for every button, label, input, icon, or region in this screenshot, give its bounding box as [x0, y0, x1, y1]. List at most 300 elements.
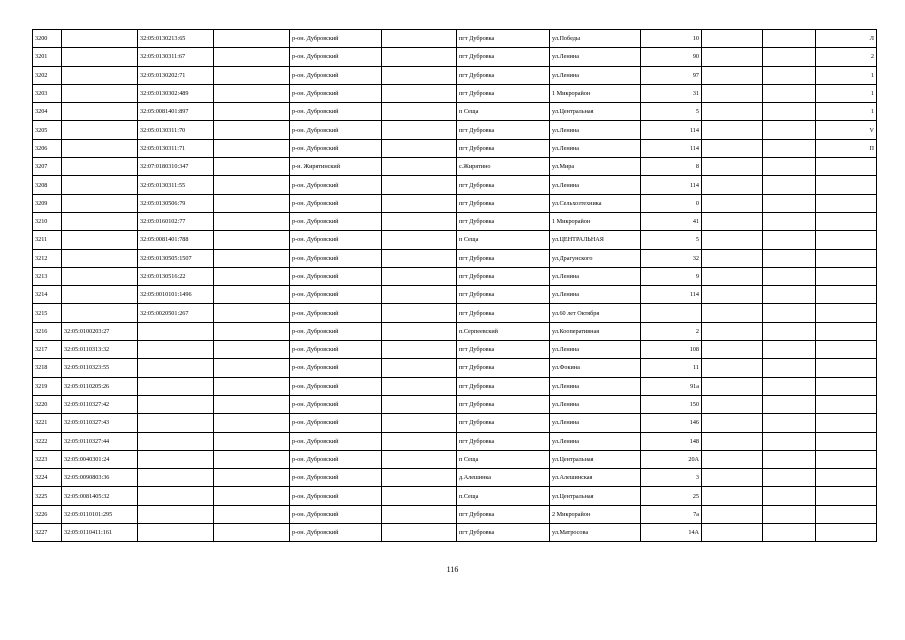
cell-settlement: пгт Дубровка	[457, 139, 550, 157]
cell-row-number: 3201	[33, 48, 62, 66]
cell-blank-col-6	[382, 212, 457, 230]
cell-blank-col-10	[702, 286, 763, 304]
cell-blank-col-4	[214, 231, 290, 249]
cell-blank-col-10	[702, 158, 763, 176]
cell-row-number: 3206	[33, 139, 62, 157]
table-row	[33, 231, 877, 249]
cell-blank-col-4	[214, 139, 290, 157]
table-row	[33, 103, 877, 121]
cell-street: ул.Кооперативная	[550, 322, 641, 340]
cell-row-number: 3214	[33, 286, 62, 304]
cell-blank-col-11	[763, 249, 816, 267]
cell-street: ул.Мира	[550, 158, 641, 176]
cell-row-number: 3227	[33, 524, 62, 542]
cell-cadastral-number-b: 32:05:0081401:788	[138, 231, 214, 249]
cell-house-number: 25	[641, 487, 702, 505]
cell-cadastral-number-a	[62, 304, 138, 322]
cell-district: р-он. Дубровский	[290, 450, 382, 468]
cell-blank-col-11	[763, 432, 816, 450]
cell-extra-col	[816, 304, 877, 322]
cell-blank-col-4	[214, 267, 290, 285]
cell-street: ул.Ленина	[550, 267, 641, 285]
cell-district: р-он. Дубровский	[290, 267, 382, 285]
cell-row-number: 3210	[33, 212, 62, 230]
cell-cadastral-number-b: 32:05:0010101:1496	[138, 286, 214, 304]
cell-blank-col-6	[382, 121, 457, 139]
cell-cadastral-number-a: 32:05:0110101:295	[62, 505, 138, 523]
cell-house-number: 5	[641, 103, 702, 121]
cell-street: 1 Микрорайон	[550, 84, 641, 102]
cell-blank-col-6	[382, 286, 457, 304]
cell-blank-col-6	[382, 395, 457, 413]
cell-settlement: пгт Дубровка	[457, 267, 550, 285]
cell-house-number: 0	[641, 194, 702, 212]
cell-extra-col	[816, 432, 877, 450]
cell-blank-col-11	[763, 359, 816, 377]
cell-blank-col-10	[702, 139, 763, 157]
cell-house-number: 90	[641, 48, 702, 66]
cell-row-number: 3203	[33, 84, 62, 102]
cell-blank-col-4	[214, 48, 290, 66]
cell-district: р-он. Дубровский	[290, 176, 382, 194]
table-row	[33, 267, 877, 285]
cell-cadastral-number-b	[138, 432, 214, 450]
table-row	[33, 249, 877, 267]
cell-cadastral-number-b	[138, 414, 214, 432]
cell-street: ул.Победы	[550, 30, 641, 48]
cell-blank-col-4	[214, 341, 290, 359]
cell-cadastral-number-b: 32:05:0130311:71	[138, 139, 214, 157]
cell-street: ул.Ленина	[550, 341, 641, 359]
cell-extra-col	[816, 469, 877, 487]
cell-settlement: пгт Дубровка	[457, 395, 550, 413]
cell-blank-col-4	[214, 176, 290, 194]
cell-extra-col	[816, 341, 877, 359]
cell-cadastral-number-a	[62, 194, 138, 212]
cell-blank-col-10	[702, 30, 763, 48]
cell-cadastral-number-b: 32:05:0130506:79	[138, 194, 214, 212]
cell-blank-col-10	[702, 176, 763, 194]
cell-extra-col: V	[816, 121, 877, 139]
cell-cadastral-number-b	[138, 487, 214, 505]
cell-blank-col-6	[382, 469, 457, 487]
cell-cadastral-number-a: 32:05:0110411:161	[62, 524, 138, 542]
cell-cadastral-number-b: 32:05:0160102:77	[138, 212, 214, 230]
cell-blank-col-6	[382, 414, 457, 432]
cell-row-number: 3202	[33, 66, 62, 84]
cell-settlement: д.Алешинка	[457, 469, 550, 487]
cell-street: ул.Сельхозтехника	[550, 194, 641, 212]
cell-street: ул.Матросова	[550, 524, 641, 542]
cell-street: ул.Ленина	[550, 176, 641, 194]
registry-table-body	[33, 30, 877, 542]
table-row	[33, 121, 877, 139]
cell-house-number: 31	[641, 84, 702, 102]
cell-settlement: пгт Дубровка	[457, 505, 550, 523]
cell-cadastral-number-a	[62, 139, 138, 157]
cell-cadastral-number-a	[62, 103, 138, 121]
cell-house-number: 32	[641, 249, 702, 267]
cell-district: р-он. Дубровский	[290, 194, 382, 212]
cell-house-number: 91а	[641, 377, 702, 395]
cell-settlement: пгт Дубровка	[457, 66, 550, 84]
cell-house-number: 14А	[641, 524, 702, 542]
cell-cadastral-number-a	[62, 66, 138, 84]
table-row	[33, 286, 877, 304]
cell-blank-col-11	[763, 395, 816, 413]
cell-blank-col-4	[214, 84, 290, 102]
cell-cadastral-number-a: 32:05:0110313:32	[62, 341, 138, 359]
cell-blank-col-10	[702, 469, 763, 487]
table-row	[33, 322, 877, 340]
cell-blank-col-4	[214, 432, 290, 450]
cell-extra-col	[816, 194, 877, 212]
cell-blank-col-11	[763, 231, 816, 249]
cell-cadastral-number-b: 32:05:0130213:65	[138, 30, 214, 48]
table-row	[33, 450, 877, 468]
cell-blank-col-4	[214, 194, 290, 212]
cell-blank-col-6	[382, 231, 457, 249]
cell-blank-col-11	[763, 66, 816, 84]
cell-cadastral-number-a	[62, 30, 138, 48]
cell-cadastral-number-b	[138, 377, 214, 395]
cell-district: р-он. Дубровский	[290, 212, 382, 230]
cell-district: р-он. Дубровский	[290, 231, 382, 249]
cell-blank-col-6	[382, 194, 457, 212]
cell-settlement: пгт Дубровка	[457, 30, 550, 48]
cell-blank-col-4	[214, 30, 290, 48]
cell-district: р-он. Дубровский	[290, 66, 382, 84]
cell-blank-col-10	[702, 524, 763, 542]
cell-blank-col-4	[214, 469, 290, 487]
cell-cadastral-number-b: 32:05:0130202:71	[138, 66, 214, 84]
cell-house-number: 114	[641, 176, 702, 194]
cell-extra-col: 1	[816, 103, 877, 121]
cell-blank-col-11	[763, 322, 816, 340]
cell-settlement: п.Сеща	[457, 487, 550, 505]
cell-blank-col-6	[382, 487, 457, 505]
table-row	[33, 524, 877, 542]
cell-settlement: пгт Дубровка	[457, 176, 550, 194]
table-row	[33, 84, 877, 102]
cell-settlement: п Сеща	[457, 103, 550, 121]
cell-blank-col-6	[382, 377, 457, 395]
cell-cadastral-number-a: 32:05:0110327:44	[62, 432, 138, 450]
cell-street: 1 Микрорайон	[550, 212, 641, 230]
cell-row-number: 3207	[33, 158, 62, 176]
page-number: 116	[446, 565, 459, 574]
cell-cadastral-number-a: 32:05:0100203:27	[62, 322, 138, 340]
cell-settlement: пгт Дубровка	[457, 121, 550, 139]
cell-extra-col	[816, 487, 877, 505]
cell-blank-col-10	[702, 212, 763, 230]
cell-extra-col	[816, 286, 877, 304]
cell-extra-col	[816, 524, 877, 542]
cell-blank-col-6	[382, 304, 457, 322]
cell-blank-col-10	[702, 249, 763, 267]
cell-row-number: 3223	[33, 450, 62, 468]
cell-district: р-н. Жирятинский	[290, 158, 382, 176]
cell-blank-col-11	[763, 304, 816, 322]
cell-cadastral-number-b	[138, 524, 214, 542]
cell-row-number: 3225	[33, 487, 62, 505]
cell-blank-col-11	[763, 377, 816, 395]
cell-extra-col	[816, 267, 877, 285]
cell-settlement: пгт Дубровка	[457, 286, 550, 304]
table-row	[33, 66, 877, 84]
registry-table	[32, 29, 877, 542]
cell-blank-col-4	[214, 395, 290, 413]
cell-blank-col-4	[214, 322, 290, 340]
cell-cadastral-number-a	[62, 249, 138, 267]
cell-settlement: пгт Дубровка	[457, 249, 550, 267]
cell-street: ул.Ленина	[550, 414, 641, 432]
cell-settlement: п Сеща	[457, 450, 550, 468]
cell-district: р-он. Дубровский	[290, 377, 382, 395]
cell-cadastral-number-a: 32:05:0040301:24	[62, 450, 138, 468]
cell-district: р-он. Дубровский	[290, 121, 382, 139]
cell-row-number: 3219	[33, 377, 62, 395]
cell-row-number: 3217	[33, 341, 62, 359]
cell-blank-col-4	[214, 66, 290, 84]
cell-blank-col-4	[214, 487, 290, 505]
cell-extra-col	[816, 395, 877, 413]
cell-district: р-он. Дубровский	[290, 48, 382, 66]
cell-street: ул.Ленина	[550, 48, 641, 66]
cell-house-number: 10	[641, 30, 702, 48]
cell-cadastral-number-b	[138, 322, 214, 340]
cell-street: ул.Центральная	[550, 450, 641, 468]
table-row	[33, 139, 877, 157]
cell-blank-col-6	[382, 359, 457, 377]
table-row	[33, 304, 877, 322]
cell-blank-col-11	[763, 505, 816, 523]
cell-blank-col-11	[763, 176, 816, 194]
cell-cadastral-number-a	[62, 267, 138, 285]
cell-blank-col-4	[214, 414, 290, 432]
cell-settlement: пгт Дубровка	[457, 377, 550, 395]
table-row	[33, 414, 877, 432]
cell-cadastral-number-a	[62, 212, 138, 230]
cell-extra-col	[816, 322, 877, 340]
cell-blank-col-11	[763, 524, 816, 542]
cell-blank-col-11	[763, 341, 816, 359]
cell-cadastral-number-b: 32:05:0130311:55	[138, 176, 214, 194]
cell-blank-col-10	[702, 505, 763, 523]
cell-settlement: пгт Дубровка	[457, 341, 550, 359]
cell-street: ул.Ленина	[550, 121, 641, 139]
cell-cadastral-number-a	[62, 121, 138, 139]
cell-blank-col-10	[702, 48, 763, 66]
cell-settlement: пгт Дубровка	[457, 524, 550, 542]
cell-district: р-он. Дубровский	[290, 414, 382, 432]
cell-blank-col-10	[702, 377, 763, 395]
cell-blank-col-11	[763, 487, 816, 505]
cell-cadastral-number-a	[62, 176, 138, 194]
cell-cadastral-number-b: 32:05:0020501:267	[138, 304, 214, 322]
cell-street: ул.60 лет Октября	[550, 304, 641, 322]
cell-blank-col-6	[382, 341, 457, 359]
cell-blank-col-6	[382, 249, 457, 267]
cell-blank-col-4	[214, 450, 290, 468]
cell-blank-col-10	[702, 103, 763, 121]
cell-house-number	[641, 304, 702, 322]
cell-street: ул.Ленина	[550, 66, 641, 84]
cell-cadastral-number-a	[62, 286, 138, 304]
cell-house-number: 114	[641, 286, 702, 304]
cell-extra-col	[816, 450, 877, 468]
cell-blank-col-11	[763, 158, 816, 176]
cell-district: р-он. Дубровский	[290, 139, 382, 157]
cell-blank-col-11	[763, 30, 816, 48]
cell-street: ул.Центральная	[550, 103, 641, 121]
cell-cadastral-number-b	[138, 469, 214, 487]
cell-blank-col-6	[382, 432, 457, 450]
cell-blank-col-11	[763, 267, 816, 285]
cell-blank-col-10	[702, 304, 763, 322]
registry-sheet	[32, 29, 876, 542]
cell-blank-col-10	[702, 341, 763, 359]
cell-district: р-он. Дубровский	[290, 249, 382, 267]
cell-blank-col-4	[214, 158, 290, 176]
cell-blank-col-6	[382, 524, 457, 542]
cell-blank-col-11	[763, 450, 816, 468]
cell-street: ул.Фокина	[550, 359, 641, 377]
table-row	[33, 212, 877, 230]
cell-extra-col	[816, 212, 877, 230]
table-row	[33, 194, 877, 212]
cell-extra-col: Л	[816, 30, 877, 48]
cell-street: ул.Ленина	[550, 395, 641, 413]
cell-row-number: 3220	[33, 395, 62, 413]
cell-settlement: пгт Дубровка	[457, 304, 550, 322]
table-row	[33, 469, 877, 487]
cell-blank-col-6	[382, 66, 457, 84]
cell-blank-col-6	[382, 139, 457, 157]
cell-house-number: 9	[641, 267, 702, 285]
cell-extra-col	[816, 158, 877, 176]
cell-cadastral-number-b: 32:05:0130505:1507	[138, 249, 214, 267]
cell-row-number: 3221	[33, 414, 62, 432]
cell-blank-col-6	[382, 176, 457, 194]
cell-house-number: 11	[641, 359, 702, 377]
cell-extra-col	[816, 231, 877, 249]
cell-blank-col-10	[702, 66, 763, 84]
cell-blank-col-4	[214, 359, 290, 377]
cell-street: 2 Микрорайон	[550, 505, 641, 523]
table-row	[33, 505, 877, 523]
cell-cadastral-number-b: 32:05:0130516:22	[138, 267, 214, 285]
cell-blank-col-11	[763, 139, 816, 157]
cell-house-number: 97	[641, 66, 702, 84]
cell-extra-col: 2	[816, 48, 877, 66]
cell-house-number: 5	[641, 231, 702, 249]
cell-settlement: пгт Дубровка	[457, 414, 550, 432]
cell-settlement: пгт Дубровка	[457, 432, 550, 450]
cell-street: ул.Центральная	[550, 487, 641, 505]
cell-settlement: п Сеща	[457, 231, 550, 249]
cell-cadastral-number-a: 32:05:0090803:36	[62, 469, 138, 487]
cell-row-number: 3212	[33, 249, 62, 267]
cell-row-number: 3211	[33, 231, 62, 249]
cell-street: ул.Ленина	[550, 377, 641, 395]
cell-blank-col-10	[702, 487, 763, 505]
cell-house-number: 8	[641, 158, 702, 176]
table-row	[33, 341, 877, 359]
cell-blank-col-4	[214, 249, 290, 267]
cell-blank-col-4	[214, 377, 290, 395]
cell-blank-col-6	[382, 158, 457, 176]
cell-cadastral-number-a	[62, 48, 138, 66]
cell-street: ул.Алешинская	[550, 469, 641, 487]
cell-district: р-он. Дубровский	[290, 30, 382, 48]
cell-district: р-он. Дубровский	[290, 103, 382, 121]
cell-row-number: 3226	[33, 505, 62, 523]
cell-cadastral-number-a	[62, 231, 138, 249]
table-row	[33, 30, 877, 48]
cell-district: р-он. Дубровский	[290, 487, 382, 505]
cell-extra-col	[816, 414, 877, 432]
cell-cadastral-number-b	[138, 395, 214, 413]
cell-row-number: 3200	[33, 30, 62, 48]
cell-cadastral-number-b: 32:05:0081401:897	[138, 103, 214, 121]
cell-street: ул.ЦЕНТРАЛЬНАЯ	[550, 231, 641, 249]
cell-blank-col-10	[702, 267, 763, 285]
cell-blank-col-4	[214, 505, 290, 523]
cell-blank-col-11	[763, 469, 816, 487]
cell-settlement: пгт Дубровка	[457, 359, 550, 377]
cell-cadastral-number-b	[138, 505, 214, 523]
cell-cadastral-number-a: 32:05:0110327:43	[62, 414, 138, 432]
cell-settlement: пгт Дубровка	[457, 48, 550, 66]
cell-settlement: пгт Дубровка	[457, 212, 550, 230]
cell-blank-col-10	[702, 414, 763, 432]
cell-row-number: 3213	[33, 267, 62, 285]
cell-blank-col-4	[214, 286, 290, 304]
cell-blank-col-6	[382, 322, 457, 340]
cell-street: ул.Ленина	[550, 139, 641, 157]
cell-district: р-он. Дубровский	[290, 341, 382, 359]
cell-blank-col-6	[382, 84, 457, 102]
cell-house-number: 7а	[641, 505, 702, 523]
cell-cadastral-number-a: 32:05:0110327:42	[62, 395, 138, 413]
cell-blank-col-11	[763, 103, 816, 121]
cell-row-number: 3224	[33, 469, 62, 487]
cell-blank-col-4	[214, 304, 290, 322]
table-row	[33, 432, 877, 450]
cell-extra-col	[816, 377, 877, 395]
cell-extra-col: П	[816, 139, 877, 157]
cell-blank-col-11	[763, 121, 816, 139]
cell-blank-col-6	[382, 103, 457, 121]
cell-row-number: 3205	[33, 121, 62, 139]
cell-cadastral-number-a: 32:05:0110323:55	[62, 359, 138, 377]
cell-blank-col-10	[702, 450, 763, 468]
cell-district: р-он. Дубровский	[290, 322, 382, 340]
cell-blank-col-10	[702, 194, 763, 212]
cell-cadastral-number-a	[62, 84, 138, 102]
cell-blank-col-11	[763, 194, 816, 212]
cell-blank-col-11	[763, 212, 816, 230]
cell-extra-col	[816, 176, 877, 194]
cell-extra-col	[816, 359, 877, 377]
cell-extra-col	[816, 505, 877, 523]
cell-house-number: 146	[641, 414, 702, 432]
cell-blank-col-10	[702, 322, 763, 340]
cell-settlement: пгт Дубровка	[457, 194, 550, 212]
cell-row-number: 3208	[33, 176, 62, 194]
cell-row-number: 3209	[33, 194, 62, 212]
